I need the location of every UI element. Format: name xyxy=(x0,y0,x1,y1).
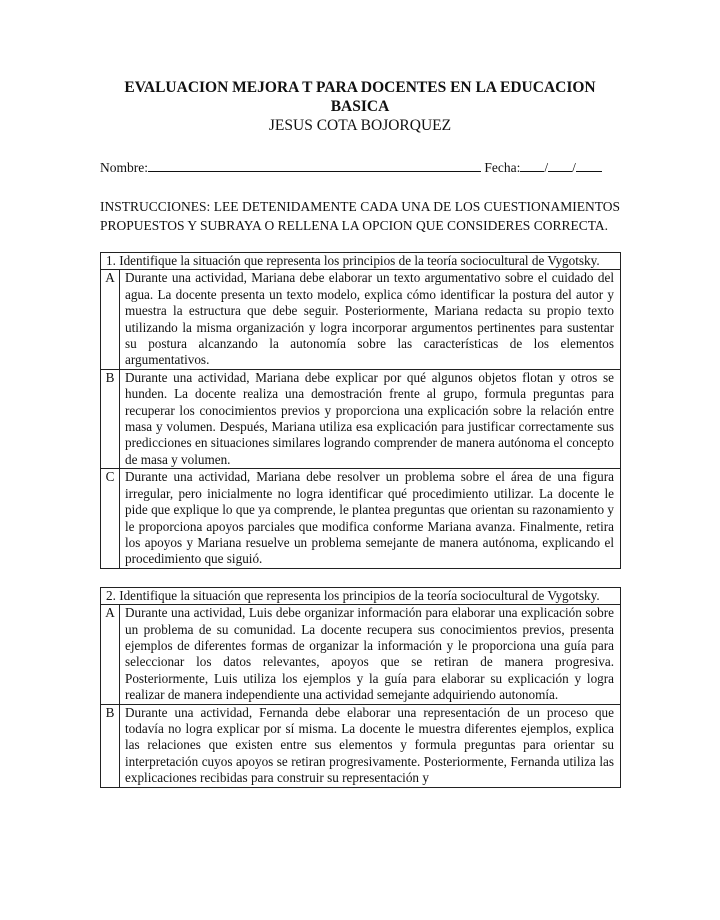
option-text[interactable]: Durante una actividad, Mariana debe resolver un problema sobre el área de una figura irregular, pero inicialmente no logra identificar qué procedimiento utilizar. La docente le pide que explique lo que ya comprende, le plantea preguntas que orientan su razonamiento y le proporciona apoyos parciales que modifica conforme Mariana avanza. Finalmente, retira los apoyos y Mariana resuelve un problema semejante de manera autónoma, explicando el procedimiento que siguió. xyxy=(120,469,621,568)
option-letter[interactable]: B xyxy=(101,704,120,787)
question-2-option-a[interactable] xyxy=(101,605,621,704)
option-text[interactable]: Durante una actividad, Fernanda debe elaborar una representación de un proceso que todavía no logra explicar por sí misma. La docente le muestra diferentes ejemplos, explica las relaciones que existen entre sus elementos y formula preguntas para orientar su interpretación cuyos apoyos se retiran progresivamente. Posteriormente, Fernanda utiliza las explicaciones recibidas para construir su representación y xyxy=(120,704,621,787)
question-1-option-c[interactable] xyxy=(101,469,621,568)
date-separator-1: / xyxy=(544,160,549,175)
question-2-option-b[interactable] xyxy=(101,704,621,787)
option-text[interactable]: Durante una actividad, Luis debe organizar información para elaborar una explicación sobre un problema de su comunidad. La docente recupera sus conocimientos previos, presenta ejemplos de diferentes formas de organizar la información y le proporciona una guía para seleccionar los datos relevantes, apoyos que se retiran de manera progresiva. Posteriormente, Luis utiliza los ejemplos y la guía para elaborar su explicación y logra realizar de manera independiente una actividad semejante adquiriendo autonomía. xyxy=(120,605,621,704)
option-letter[interactable]: C xyxy=(101,469,120,568)
date-day-blank[interactable] xyxy=(520,159,544,172)
date-separator-2: / xyxy=(572,160,576,175)
name-blank[interactable] xyxy=(148,159,481,172)
question-2-stem-row xyxy=(101,587,621,604)
document-title-line-2: BASICA xyxy=(330,98,390,115)
option-text[interactable]: Durante una actividad, Mariana debe elaborar un texto argumentativo sobre el cuidado del agua. La docente presenta un texto modelo, explica cómo identificar la postura del autor y muestra la estructura que debe seguir. Posteriormente, Mariana redacta su propio texto utilizando la misma organización y logra incorporar argumentos pertinentes para sustentar su postura alcanzando la autonomía sobre las características de los elementos argumentativos. xyxy=(120,270,621,369)
date-label: Fecha: xyxy=(484,160,521,175)
option-letter[interactable]: B xyxy=(101,369,120,468)
name-label: Nombre: xyxy=(100,160,148,175)
document-page xyxy=(100,78,620,788)
question-1-stem: 1. Identifique la situación que representa los principios de la teoría sociocultural de Vygotsky. xyxy=(101,253,621,270)
question-1-table xyxy=(100,252,621,569)
option-letter[interactable]: A xyxy=(101,270,120,369)
question-1-option-a[interactable] xyxy=(101,270,621,369)
document-title-line-1: EVALUACION MEJORA T PARA DOCENTES EN LA EDUCACION xyxy=(124,79,596,96)
question-1-stem-row xyxy=(101,253,621,270)
option-text[interactable]: Durante una actividad, Mariana debe explicar por qué algunos objetos flotan y otros se hunden. La docente realiza una demostración frente al grupo, formula preguntas para recuperar los conocimientos previos y proporciona una explicación sobre la relación entre masa y volumen. Después, Mariana utiliza esa explicación para justificar correctamente sus predicciones en situaciones similares logrando comprender de manera autónoma el concepto de masa y volumen. xyxy=(120,369,621,468)
question-2-table xyxy=(100,587,621,788)
name-date-fields xyxy=(100,159,620,177)
question-1-option-b[interactable] xyxy=(101,369,621,468)
instructions-text: INSTRUCCIONES: LEE DETENIDAMENTE CADA UNA DE LOS CUESTIONAMIENTOS PROPUESTOS Y SUBRAYA O RELLENA LA OPCION QUE CONSIDERES CORRECTA. xyxy=(100,199,620,233)
document-author: JESUS COTA BOJORQUEZ xyxy=(268,117,452,134)
option-letter[interactable]: A xyxy=(101,605,120,704)
question-2-stem: 2. Identifique la situación que representa los principios de la teoría sociocultural de Vygotsky. xyxy=(101,587,621,604)
date-month-blank[interactable] xyxy=(548,159,572,172)
date-year-blank[interactable] xyxy=(576,159,602,172)
